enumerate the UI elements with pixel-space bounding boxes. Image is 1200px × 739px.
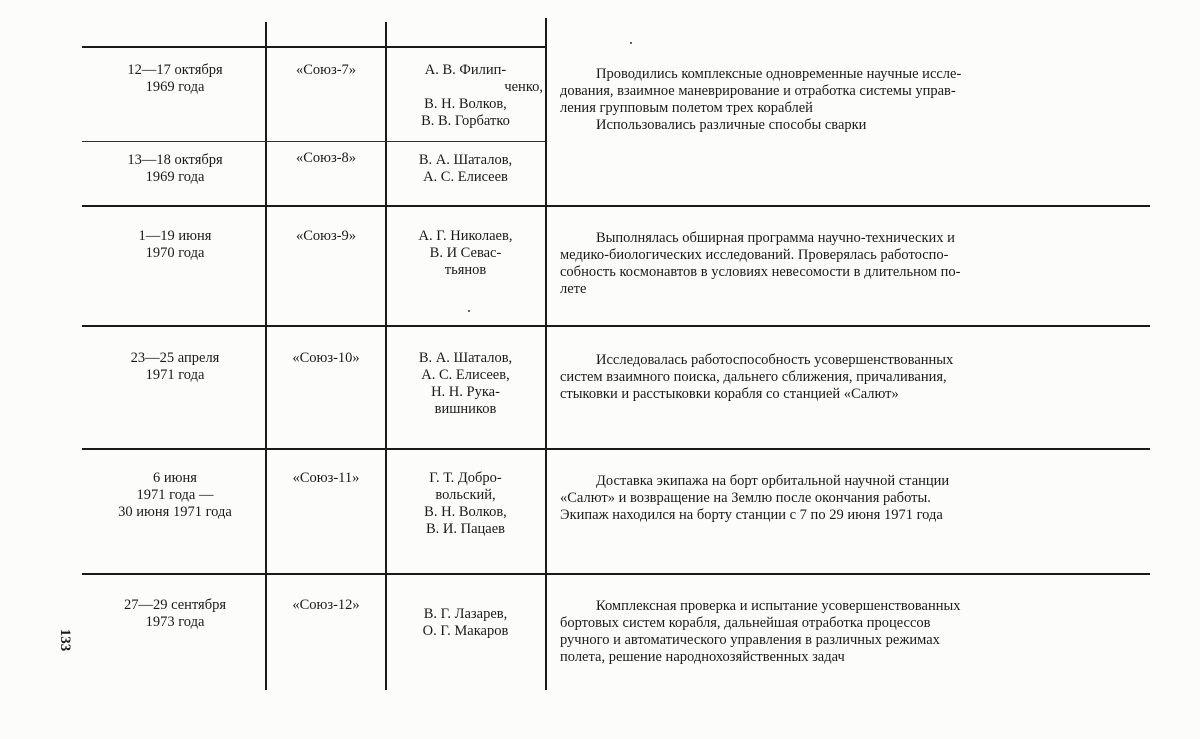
crew-list xyxy=(388,152,543,186)
desc-line: бортовых систем корабля, дальнейшая отработка процессов xyxy=(560,615,931,631)
crew-line: А. В. Филип- xyxy=(424,62,507,78)
ship-name: «Союз-7» xyxy=(295,62,357,78)
crew-line: вольский, xyxy=(435,487,496,503)
date-line: 1969 года xyxy=(145,79,205,95)
desc-line: Экипаж находился на борту станции с 7 по 29 июня 1971 года xyxy=(560,507,943,523)
ship-name: «Союз-11» xyxy=(292,470,360,486)
print-speck xyxy=(630,42,632,44)
column-rule-2 xyxy=(385,22,387,690)
crew-line: В. В. Горбатко xyxy=(421,113,510,129)
crew-line: Н. Н. Рука- xyxy=(431,384,500,400)
crew-line: В. Н. Волков, xyxy=(424,96,507,112)
crew-line: В. Н. Волков, xyxy=(424,504,507,520)
date-line: 27—29 сентября xyxy=(123,597,227,613)
desc-line: ления групповым полетом трех кораблей xyxy=(560,100,813,116)
ship-name: «Союз-8» xyxy=(295,150,357,166)
date-line: 1970 года xyxy=(145,245,205,261)
desc-line: медико-биологических исследований. Проверялась работоспо- xyxy=(560,247,949,263)
date-line: 1973 года xyxy=(145,614,205,630)
print-speck xyxy=(468,310,470,312)
crew-line: В. И. Пацаев xyxy=(425,521,506,537)
date-line: 6 июня xyxy=(153,470,197,486)
crew-line: В. А. Шаталов, xyxy=(418,152,513,168)
desc-line: стыковки и расстыковки корабля со станцией «Салют» xyxy=(560,386,899,402)
date-line: 1971 года — xyxy=(136,487,214,503)
crew-list xyxy=(388,470,543,538)
row-rule-soyuz8 xyxy=(82,141,545,142)
date-line: 13—18 октября xyxy=(127,152,223,168)
page-number: 133 xyxy=(57,628,73,652)
mission-description xyxy=(560,66,1148,134)
table-row-date xyxy=(90,597,260,631)
row-rule-soyuz11 xyxy=(82,448,1150,450)
desc-line: Использовались различные способы сварки xyxy=(596,117,867,133)
table-row-date xyxy=(90,152,260,186)
ship-name: «Союз-12» xyxy=(292,597,360,613)
crew-line: А. С. Елисеев, xyxy=(421,367,510,383)
crew-line: В. И Севас- xyxy=(429,245,502,261)
date-line: 1971 года xyxy=(145,367,205,383)
crew-list xyxy=(388,228,543,279)
column-rule-1 xyxy=(265,22,267,690)
mission-description xyxy=(560,230,1148,298)
mission-description xyxy=(560,598,1148,666)
date-line: 30 июня 1971 года xyxy=(118,504,232,520)
row-rule-soyuz9 xyxy=(82,205,1150,207)
date-line: 1969 года xyxy=(145,169,205,185)
crew-line: Г. Т. Добро- xyxy=(429,470,502,486)
date-line: 1—19 июня xyxy=(138,228,212,244)
desc-line: Выполнялась обширная программа научно-технических и xyxy=(596,230,955,246)
mission-description xyxy=(560,352,1148,403)
crew-line: А. Г. Николаев, xyxy=(418,228,513,244)
crew-line: В. Г. Лазарев, xyxy=(423,606,508,622)
desc-line: Исследовалась работоспособность усовершенствованных xyxy=(596,352,954,368)
crew-list xyxy=(388,350,543,418)
desc-line: Комплексная проверка и испытание усовершенствованных xyxy=(596,598,961,614)
crew-line: О. Г. Макаров xyxy=(422,623,509,639)
crew-line: В. А. Шаталов, xyxy=(418,350,513,366)
date-line: 23—25 апреля xyxy=(130,350,220,366)
desc-line: Доставка экипажа на борт орбитальной научной станции xyxy=(596,473,950,489)
column-rule-3 xyxy=(545,18,547,690)
desc-line: Проводились комплексные одновременные научные иссле- xyxy=(596,66,962,82)
desc-line: систем взаимного поиска, дальнего сближения, причаливания, xyxy=(560,369,947,385)
desc-line: ручного и автоматического управления в различных режимах xyxy=(560,632,940,648)
desc-line: полета, решение народнохозяйственных задач xyxy=(560,649,845,665)
row-rule-top xyxy=(82,46,545,48)
mission-description xyxy=(560,473,1148,524)
crew-line: ченко, xyxy=(504,79,543,95)
crew-line: А. С. Елисеев xyxy=(423,169,508,185)
desc-line: дования, взаимное маневрирование и отработка системы управ- xyxy=(560,83,956,99)
crew-list xyxy=(388,62,543,130)
ship-name: «Союз-10» xyxy=(292,350,360,366)
table-row-date xyxy=(90,228,260,262)
crew-list xyxy=(388,606,543,640)
crew-line: тьянов xyxy=(444,262,487,278)
desc-line: собность космонавтов в условиях невесомости в длительном по- xyxy=(560,264,961,280)
row-rule-soyuz10 xyxy=(82,325,1150,327)
table-row-date xyxy=(90,350,260,384)
ship-name: «Союз-9» xyxy=(295,228,357,244)
date-line: 12—17 октября xyxy=(127,62,223,78)
desc-line: лете xyxy=(560,281,587,297)
table-row-date xyxy=(90,62,260,96)
table-row-date xyxy=(90,470,260,521)
crew-line: вишников xyxy=(434,401,497,417)
row-rule-soyuz12 xyxy=(82,573,1150,575)
desc-line: «Салют» и возвращение на Землю после окончания работы. xyxy=(560,490,931,506)
